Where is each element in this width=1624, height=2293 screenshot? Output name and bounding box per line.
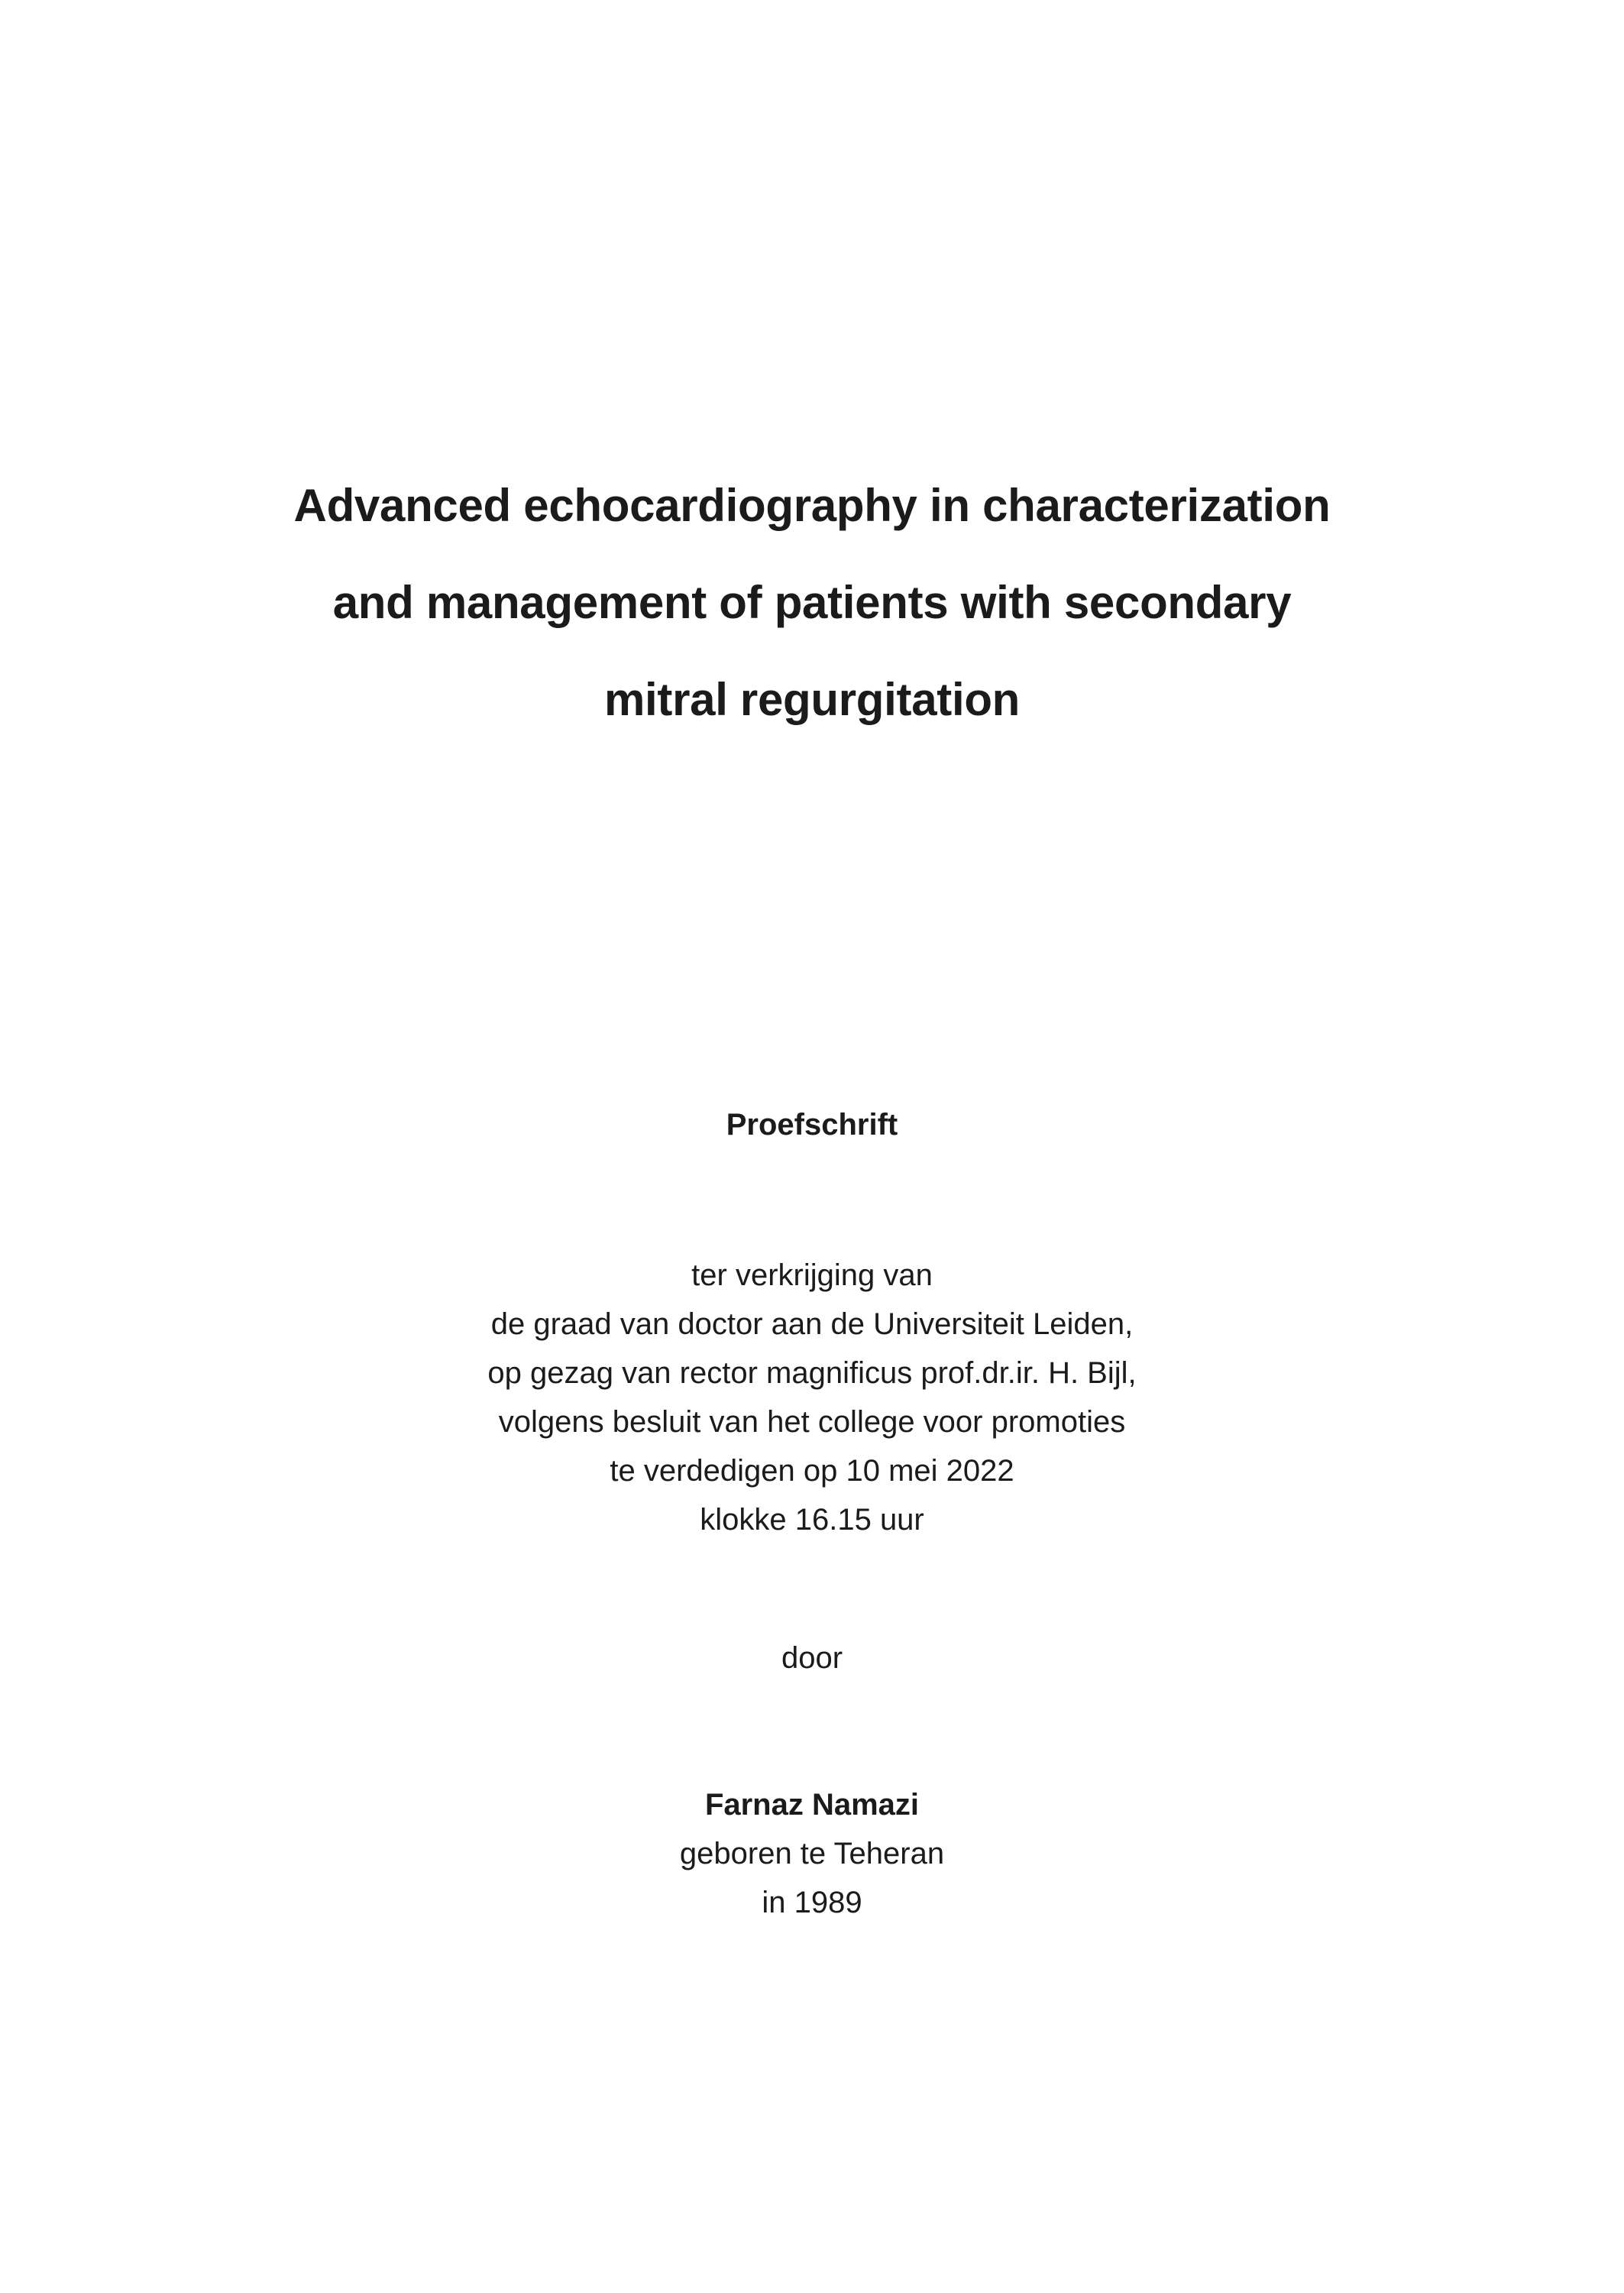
title-line-3: mitral regurgitation [603, 674, 1021, 725]
thesis-title [201, 457, 1423, 748]
statement-line-2: de graad van doctor aan de Universiteit Leiden, [490, 1307, 1134, 1341]
author-block [0, 1780, 1624, 1927]
statement-line-3: op gezag van rector magnificus prof.dr.ir. H. Bijl, [487, 1356, 1137, 1390]
document-type-heading: Proefschrift [726, 1108, 898, 1142]
statement-line-5: te verdedigen op 10 mei 2022 [610, 1454, 1014, 1488]
author-birthyear: in 1989 [762, 1886, 862, 1919]
title-line-1: Advanced echocardiography in characterization [293, 480, 1331, 531]
statement-line-6: klokke 16.15 uur [700, 1503, 924, 1537]
statement-line-1: ter verkrijging van [691, 1258, 933, 1292]
statement-line-4: volgens besluit van het college voor promoties [498, 1405, 1126, 1439]
author-birthplace: geboren te Teheran [679, 1837, 945, 1870]
defense-statement [0, 1251, 1624, 1544]
title-line-2: and management of patients with secondary [332, 577, 1292, 628]
author-name: Farnaz Namazi [704, 1788, 920, 1822]
by-label: door [781, 1641, 843, 1675]
